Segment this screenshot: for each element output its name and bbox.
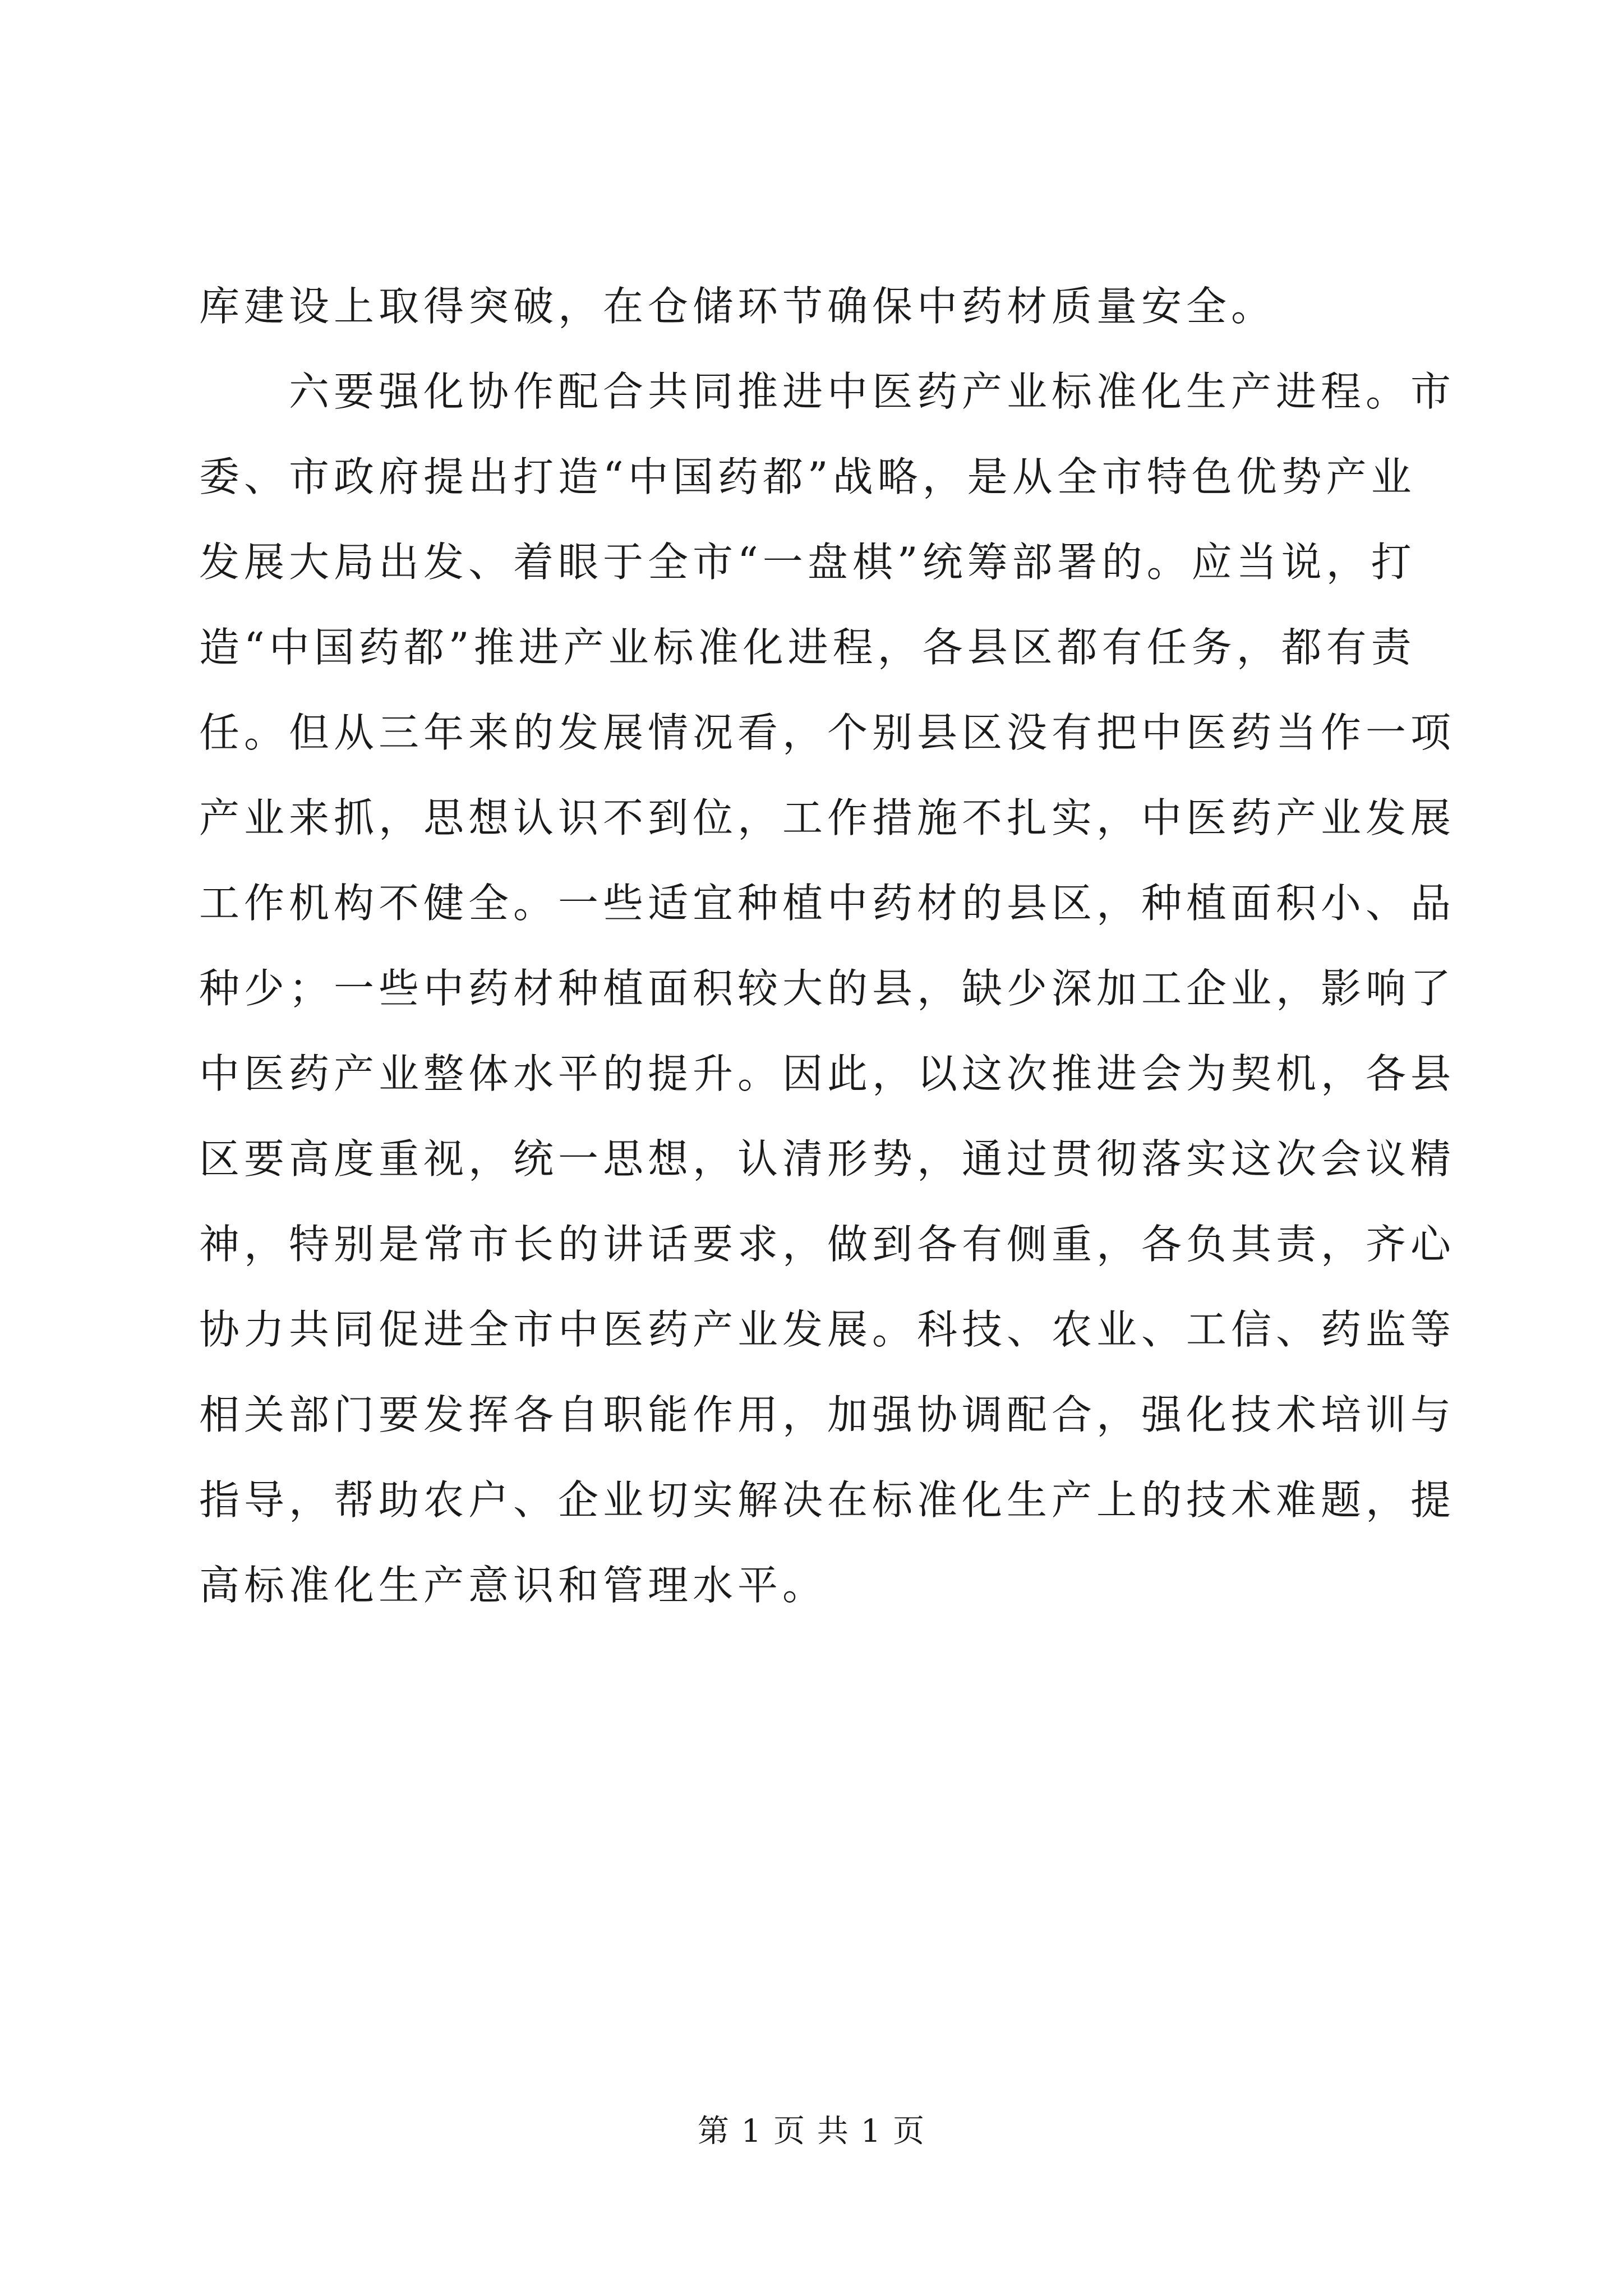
text-line: 委、市政府提出打造“中国药都”战略，是从全市特色优势产业: [199, 453, 1416, 500]
text-line: 产业来抓，思想认识不到位，工作措施不扎实，中医药产业发展: [199, 794, 1456, 841]
page-footer: 第 1 页 共 1 页: [697, 2113, 926, 2150]
text-line: 库建设上取得突破，在仓储环节确保中药材质量安全。: [199, 283, 1276, 330]
text-line: 种少；一些中药材种植面积较大的县，缺少深加工企业，影响了: [199, 965, 1456, 1012]
text-line: 协力共同促进全市中医药产业发展。科技、农业、工信、药监等: [199, 1306, 1456, 1353]
text-line: 任。但从三年来的发展情况看，个别县区没有把中医药当作一项: [199, 709, 1456, 756]
body-text: [199, 264, 1456, 1628]
text-line: 造“中国药都”推进产业标准化进程，各县区都有任务，都有责: [199, 624, 1416, 671]
text-line: 神，特别是常市长的讲话要求，做到各有侧重，各负其责，齐心: [199, 1221, 1456, 1268]
text-line: 中医药产业整体水平的提升。因此，以这次推进会为契机，各县: [199, 1050, 1456, 1097]
paragraph-first-line: 六要强化协作配合共同推进中医药产业标准化生产进程。市: [289, 368, 1456, 415]
text-line: 工作机构不健全。一些适宜种植中药材的县区，种植面积小、品: [199, 880, 1456, 927]
text-line: 指导，帮助农户、企业切实解决在标准化生产上的技术难题，提: [199, 1476, 1456, 1524]
text-line: 区要高度重视，统一思想，认清形势，通过贯彻落实这次会议精: [199, 1135, 1456, 1182]
text-line: 相关部门要发挥各自职能作用，加强协调配合，强化技术培训与: [199, 1391, 1456, 1438]
text-line: 发展大局出发、着眼于全市“一盘棋”统筹部署的。应当说，打: [199, 539, 1416, 586]
text-line: 高标准化生产意识和管理水平。: [199, 1562, 828, 1609]
